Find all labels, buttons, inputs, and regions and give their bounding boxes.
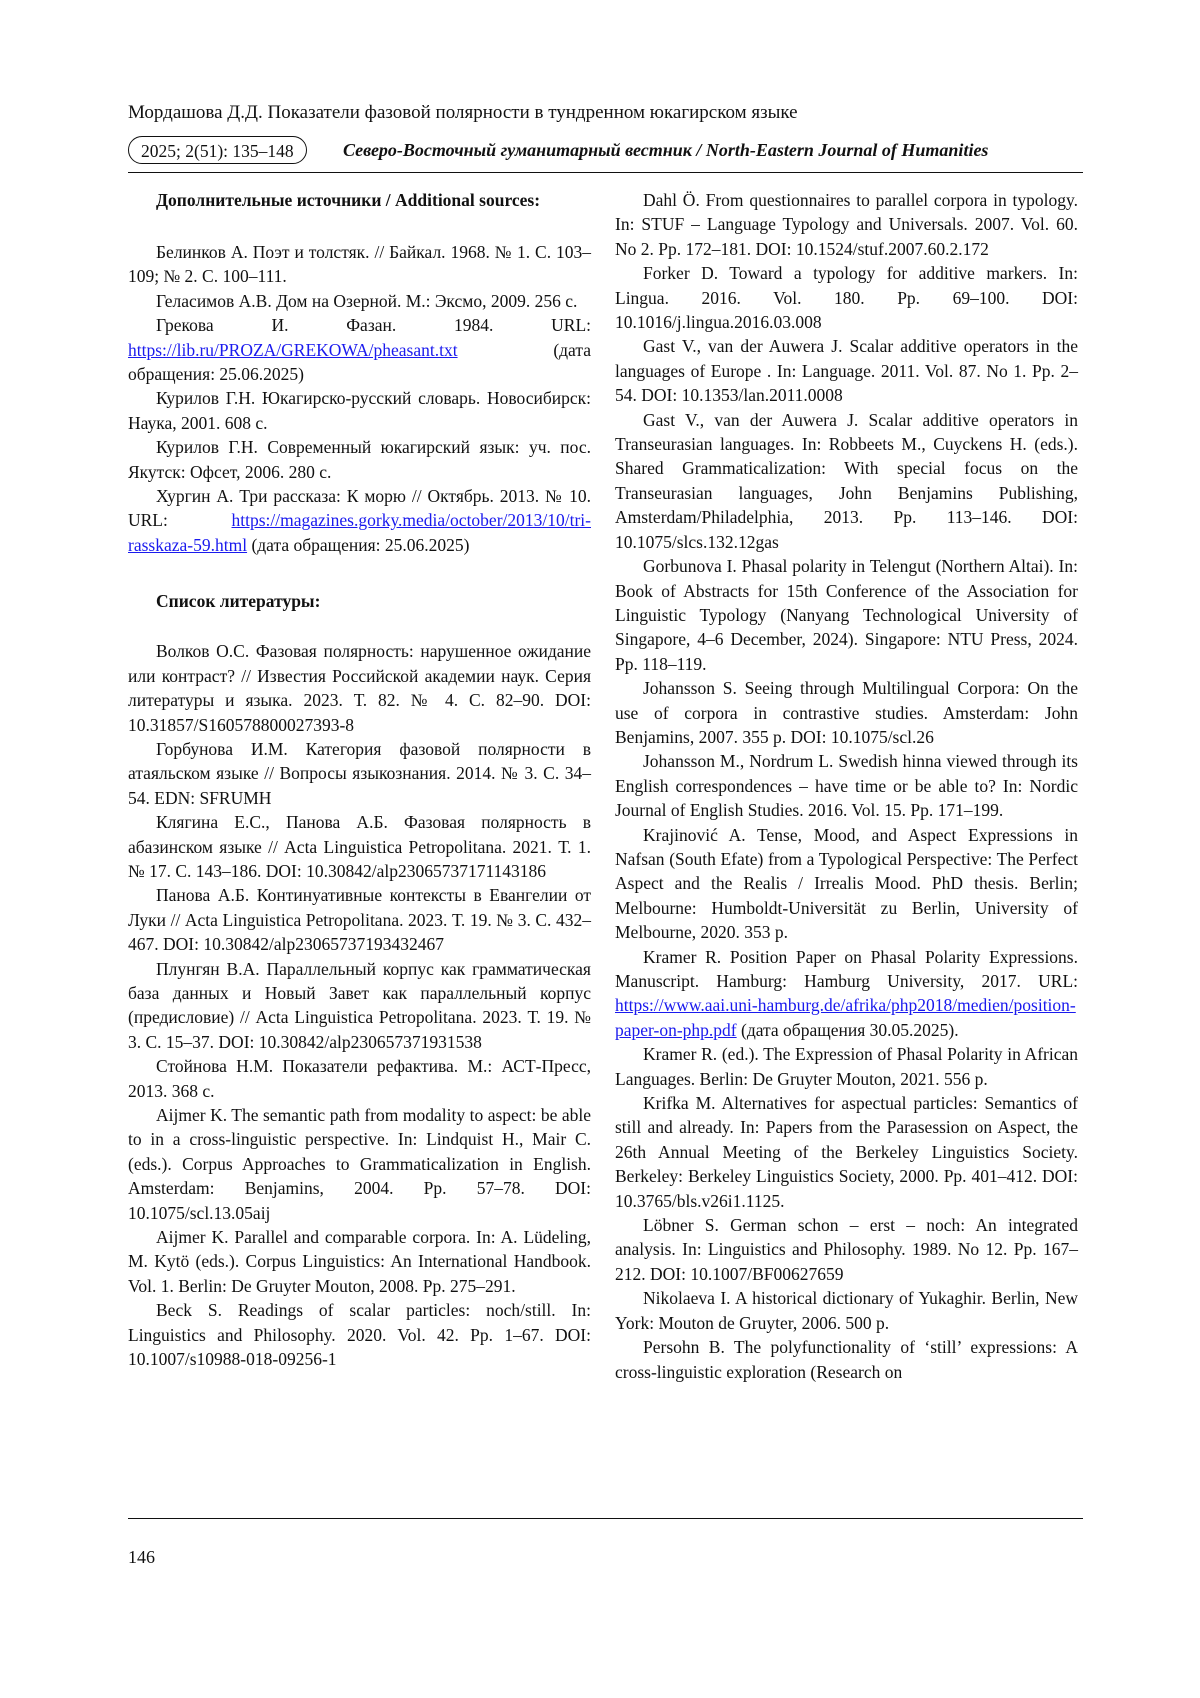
additional-sources-heading: Дополнительные источники / Additional sources:: [156, 190, 541, 210]
reference-entry: Курилов Г.Н. Современный юкагирский язык: уч. пос. Якутск: Офсет, 2006. 280 с.: [128, 437, 591, 482]
reference-entry: Dahl Ö. From questionnaires to parallel corpora in typology. In: STUF – Language Typology and Universals. 2007. Vol. 60. No 2. Pp. 172–181. DOI: 10.1524/stuf.2007.60.2.172: [615, 190, 1078, 259]
reference-entry: Стойнова Н.М. Показатели рефактива. М.: АСТ-Пресс, 2013. 368 с.: [128, 1056, 591, 1101]
reference-entry: Панова А.Б. Континуативные контексты в Евангелии от Луки // Acta Linguistica Petropolitana. 2023. Т. 19. № 3. С. 432–467. DOI: 10.30842/alp23065737193432467: [128, 885, 591, 955]
reference-entry: Волков О.С. Фазовая полярность: нарушенное ожидание или контраст? // Известия Российской академии наук. Серия литературы и языка. 2023. Т. 82. № 4. С. 82–90. DOI: 10.31857/S160578800027393-8: [128, 641, 591, 735]
reference-entry: [128, 484, 591, 557]
reference-entry: Aijmer K. Parallel and comparable corpora. In: A. Lüdeling, M. Kytö (eds.). Corpus Linguistics: An International Handbook. Vol. 1. Berlin: De Gruyter Mouton, 2008. Pp. 275–291.: [128, 1227, 591, 1296]
right-column: [615, 188, 1078, 1384]
reference-text: Хургин А. Три рассказа: К морю // Октябрь. 2013. № 10. URL:: [128, 486, 591, 531]
reference-url-link[interactable]: https://magazines.gorky.media/october/2013/10/tri-rasskaza-59.html: [128, 510, 591, 555]
running-title: Мордашова Д.Д. Показатели фазовой полярности в тундренном юкагирском языке: [128, 102, 798, 123]
header-divider: [128, 172, 1083, 173]
footer-divider: [128, 1518, 1083, 1519]
reference-entry: [128, 313, 591, 386]
reference-url-link[interactable]: https://lib.ru/PROZA/GREKOWA/pheasant.txt: [128, 339, 458, 360]
reference-entry: Горбунова И.М. Категория фазовой полярности в атаяльском языке // Вопросы языкознания. 2014. № 3. С. 34–54. EDN: SFRUMH: [128, 738, 591, 808]
reference-entry: Клягина Е.С., Панова А.Б. Фазовая полярность в абазинском языке // Acta Linguistica Petropolitana. 2021. Т. 1. № 17. С. 143–186. DOI: 10.30842/alp23065737171143186: [128, 812, 591, 881]
reference-entry: Forker D. Toward a typology for additive markers. In: Lingua. 2016. Vol. 180. Pp. 69–100. DOI: 10.1016/j.lingua.2016.03.008: [615, 263, 1078, 333]
reference-entry: Геласимов А.В. Дом на Озерной. М.: Эксмо, 2009. 256 с.: [156, 290, 578, 311]
reference-entry: Johansson S. Seeing through Multilingual Corpora: On the use of corpora in contrastive studies. Amsterdam: John Benjamins, 2007. 355 p. DOI: 10.1075/scl.26: [615, 678, 1078, 747]
reference-entry: Белинков А. Поэт и толстяк. // Байкал. 1968. № 1. С. 103–109; № 2. С. 100–111.: [128, 242, 591, 287]
reference-access-date: (дата обращения 30.05.2025).: [736, 1019, 959, 1040]
reference-entry: Kramer R. (ed.). The Expression of Phasal Polarity in African Languages. Berlin: De Gruyter Mouton, 2021. 556 p.: [615, 1044, 1078, 1089]
references-right-list: [615, 188, 1078, 1384]
reference-entry: Löbner S. German schon – erst – noch: An integrated analysis. In: Linguistics and Philosophy. 1989. No 12. Pp. 167–212. DOI: 10.1007/BF00627659: [615, 1215, 1078, 1284]
reference-text: Kramer R. Position Paper on Phasal Polarity Expressions. Manuscript. Hamburg: Hamburg University, 2017. URL:: [615, 946, 1078, 991]
reference-entry: Krifka M. Alternatives for aspectual particles: Semantics of still and already. In: Papers from the Parasession on Aspect, the 26th Annual Meeting of the Berkeley Linguistics Society. Berkeley: Berkeley Linguistics Society, 2000. Pp. 401–412. DOI: 10.3765/bls.v26i1.1125.: [615, 1093, 1078, 1211]
journal-name: Северо-Восточный гуманитарный вестник / North-Eastern Journal of Humanities: [343, 140, 989, 160]
reference-entry: Nikolaeva I. A historical dictionary of Yukaghir. Berlin, New York: Mouton de Gruyter, 2006. 500 p.: [615, 1288, 1078, 1333]
reference-access-date: (дата обращения: 25.06.2025): [247, 534, 470, 555]
reference-url-link[interactable]: https://www.aai.uni-hamburg.de/afrika/php2018/medien/position-paper-on-php.pdf: [615, 995, 1076, 1040]
reference-entry: Krajinović A. Tense, Mood, and Aspect Expressions in Nafsan (South Efate) from a Typological Perspective: The Perfect Aspect and the Realis / Irrealis Mood. PhD thesis. Berlin; Melbourne: Humboldt-Universität zu Berlin, University of Melbourne, 2020. 353 p.: [615, 824, 1078, 943]
reference-entry: [615, 945, 1078, 1043]
reference-entry: Gorbunova I. Phasal polarity in Telengut (Northern Altai). In: Book of Abstracts for 15th Conference of the Association for Linguistic Typology (Nanyang Technological University of Singapore, 4–6 December, 2024). Singapore: NTU Press, 2024. Pp. 118–119.: [615, 556, 1078, 674]
left-column: [128, 188, 591, 1371]
issue-label: 2025; 2(51): 135–148: [128, 136, 307, 164]
references-heading: Список литературы:: [156, 591, 321, 612]
reference-entry: Плунгян В.А. Параллельный корпус как грамматическая база данных и Новый Завет как параллельный корпус (предисловие) // Acta Linguistica Petropolitana. 2023. Т. 19. № 3. С. 15–37. DOI: 10.30842/alp230657371931538: [128, 958, 591, 1052]
reference-text: Грекова И. Фазан. 1984. URL:: [156, 315, 591, 336]
issue-row: [128, 136, 1083, 166]
references-left-list: [128, 639, 591, 1371]
reference-entry: Persohn B. The polyfunctionality of ‘still’ expressions: A cross-linguistic exploration (Research on: [615, 1337, 1078, 1382]
reference-entry: Gast V., van der Auwera J. Scalar additive operators in Transeurasian languages. In: Robbeets M., Cuyckens H. (eds.). Shared Grammaticalization: With special focus on the Transeurasian languages, John Benjamins Publishing, Amsterdam/Philadelphia, 2013. Pp. 113–146. DOI: 10.1075/slcs.132.12gas: [615, 409, 1078, 552]
reference-entry: Johansson M., Nordrum L. Swedish hinna viewed through its English correspondences – have time or be able to? In: Nordic Journal of English Studies. 2016. Vol. 15. Pp. 171–199.: [615, 751, 1078, 821]
reference-entry: Курилов Г.Н. Юкагирско-русский словарь. Новосибирск: Наука, 2001. 608 с.: [128, 388, 591, 433]
reference-entry: Gast V., van der Auwera J. Scalar additive operators in the languages of Europe . In: Language. 2011. Vol. 87. No 1. Pp. 2–54. DOI: 10.1353/lan.2011.0008: [615, 336, 1078, 406]
additional-sources-list: [128, 240, 591, 557]
reference-entry: Beck S. Readings of scalar particles: noch/still. In: Linguistics and Philosophy. 2020. Vol. 42. Pp. 1–67. DOI: 10.1007/s10988-018-09256-1: [128, 1300, 591, 1370]
page-number: 146: [128, 1547, 155, 1567]
reference-access-date: (дата обращения: 25.06.2025): [128, 339, 591, 385]
reference-entry: Aijmer K. The semantic path from modality to aspect: be able to in a cross-linguistic perspective. In: Lindquist H., Mair C. (eds.). Corpus Approaches to Grammaticalization in English. Amsterdam: Benjamins, 2004. Pp. 57–78. DOI: 10.1075/scl.13.05aij: [128, 1105, 591, 1223]
